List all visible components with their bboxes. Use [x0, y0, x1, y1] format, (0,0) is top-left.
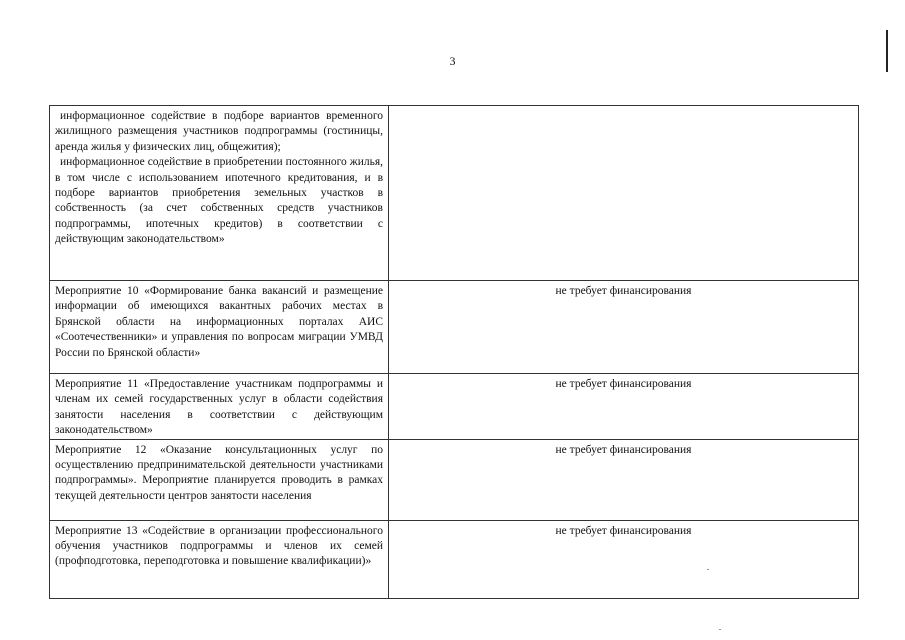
- scan-speck: [707, 569, 709, 570]
- measure-paragraph: Мероприятие 11 «Предоставление участникам подпрограммы и членам их семей государственных услуг в области содействия занятости населения в соответствии с действующим законодательством»: [55, 378, 383, 437]
- funding-cell: [389, 281, 859, 374]
- measure-description-cell: [50, 281, 389, 374]
- funding-cell: [389, 520, 859, 598]
- funding-cell: [389, 439, 859, 520]
- measure-paragraph: информационное содействие в приобретении постоянного жилья, в том числе с использованием ипотечного кредитования, и в подборе вариантов приобретения земельных участков в собственность (за счет собственных средств участников подпрограммы, ипотечных кредитов) в соответствии с действующим законодательством»: [55, 156, 383, 246]
- measure-paragraph: информационное содействие в подборе вариантов временного жилищного размещения участников подпрограммы (гостиницы, аренда жилья у физических лиц, общежития);: [55, 110, 383, 153]
- table-row: [50, 439, 859, 520]
- measure-description-cell: [50, 439, 389, 520]
- table-row: [50, 374, 859, 440]
- measure-paragraph: Мероприятие 10 «Формирование банка вакансий и размещение информации об имеющихся вакантных рабочих местах в Брянской области на информационных порталах АИС «Соотечественники» и управления по вопросам миграции УМВД России по Брянской области»: [55, 285, 383, 359]
- table-row: [50, 106, 859, 281]
- funding-note: не требует финансирования: [555, 524, 692, 537]
- page-number: 3: [449, 54, 456, 68]
- measures-table: [49, 105, 859, 599]
- funding-note: не требует финансирования: [555, 443, 692, 456]
- funding-cell: [389, 374, 859, 440]
- measure-description-cell: [50, 520, 389, 598]
- funding-note: не требует финансирования: [555, 378, 692, 390]
- measure-description-cell: [50, 374, 389, 440]
- funding-cell: [389, 106, 859, 281]
- table-row: [50, 281, 859, 374]
- scan-speck: [719, 629, 721, 630]
- table-row: [50, 520, 859, 598]
- scan-edge-mark: [886, 30, 888, 72]
- measure-description-cell: [50, 106, 389, 281]
- funding-note: не требует финансирования: [555, 285, 692, 297]
- measure-paragraph: Мероприятие 13 «Содействие в организации профессионального обучения участников подпрограммы и членов их семей (профподготовка, переподготовка и повышение квалификации)»: [55, 524, 383, 568]
- measure-paragraph: Мероприятие 12 «Оказание консультационных услуг по осуществлению предпринимательской деятельности участниками подпрограммы». Мероприятие планируется проводить в рамках текущей деятельности центров занятости населения: [55, 443, 383, 502]
